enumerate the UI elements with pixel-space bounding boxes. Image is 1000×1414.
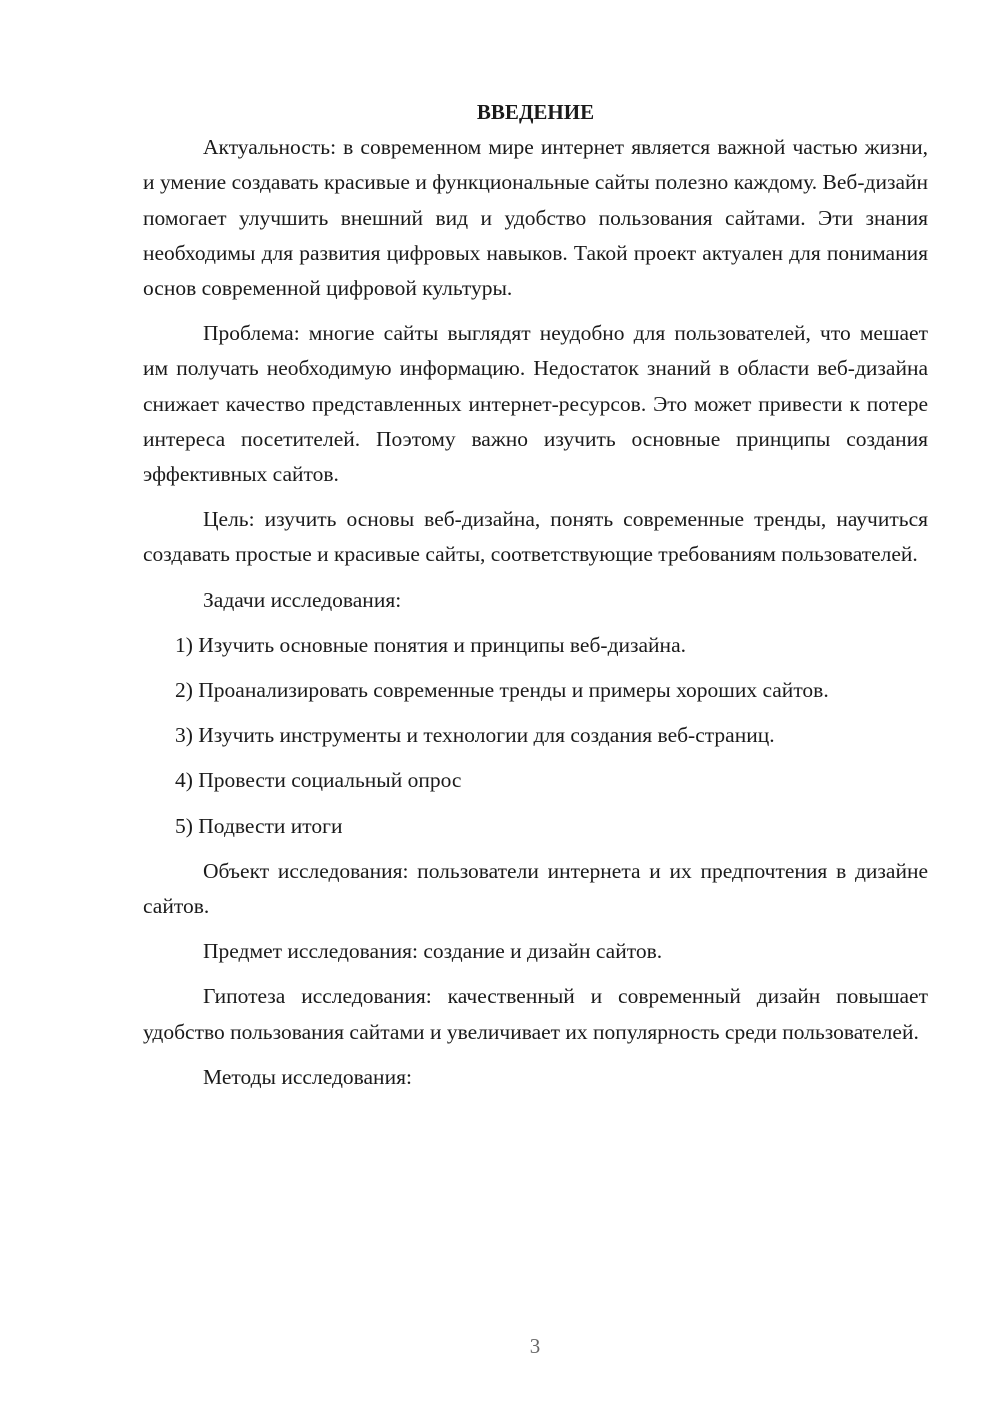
task-item-1: 1) Изучить основные понятия и принципы веб-дизайна. — [175, 632, 686, 657]
hypothesis-paragraph: Гипотеза исследования: качественный и современный дизайн повышает удобство пользования сайтами и увеличивает их популярность среди пользователей. — [143, 984, 928, 1044]
task-item-2: 2) Проанализировать современные тренды и примеры хороших сайтов. — [175, 678, 829, 703]
subject-paragraph: Предмет исследования: создание и дизайн сайтов. — [203, 939, 663, 964]
object-paragraph: Объект исследования: пользователи интернета и их предпочтения в дизайне сайтов. — [143, 858, 928, 919]
page-number: 3 — [529, 1334, 541, 1358]
goal-paragraph: Цель: изучить основы веб-дизайна, понять современные тренды, научиться создавать простые и красивые сайты, соответствующие требованиям пользователей. — [143, 507, 928, 567]
section-heading: ВВЕДЕНИЕ — [476, 100, 595, 124]
task-item-5: 5) Подвести итоги — [175, 813, 343, 838]
task-item-4: 4) Провести социальный опрос — [175, 768, 462, 793]
page-content — [143, 95, 928, 1105]
relevance-paragraph: Актуальность: в современном мире интернет является важной частью жизни, и умение создавать красивые и функциональные сайты полезно каждому. Веб-дизайн помогает улучшить внешний вид и удобство пользования сайтами. Эти знания необходимы для развития цифровых навыков. Такой проект актуален для понимания основ современной цифровой культуры. — [143, 135, 928, 300]
problem-paragraph: Проблема: многие сайты выглядят неудобно для пользователей, что мешает им получать необходимую информацию. Недостаток знаний в области веб-дизайна снижает качество представленных интернет-ресурсов. Это может привести к потере интереса посетителей. Поэтому важно изучить основные принципы создания эффективных сайтов. — [143, 321, 928, 487]
tasks-title: Задачи исследования: — [203, 587, 402, 612]
task-item-3: 3) Изучить инструменты и технологии для создания веб-страниц. — [175, 723, 775, 748]
methods-title: Методы исследования: — [203, 1064, 412, 1089]
